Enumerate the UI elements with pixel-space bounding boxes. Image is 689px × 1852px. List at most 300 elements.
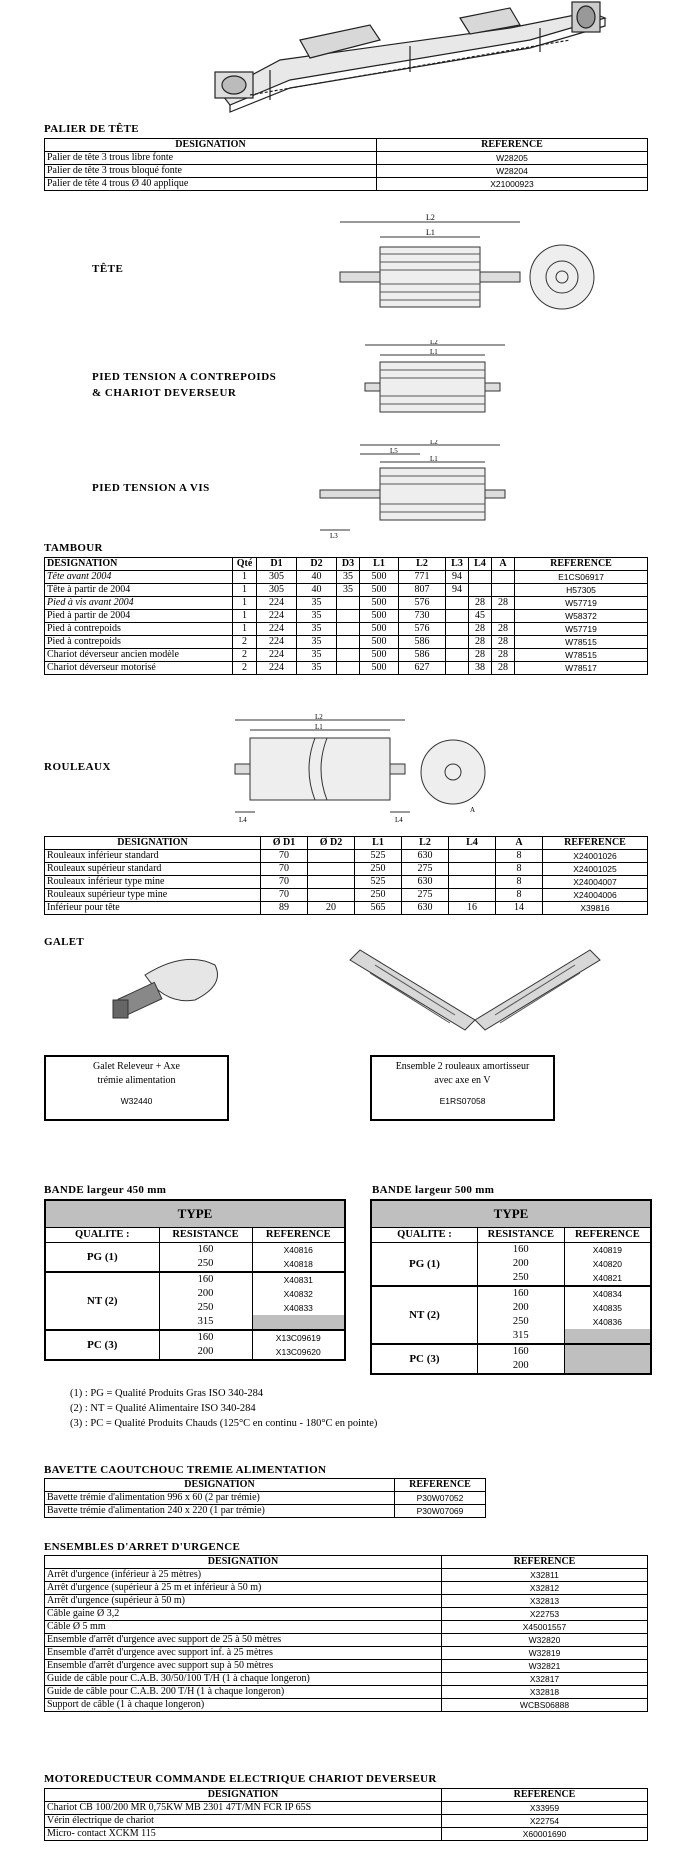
arret-title: ENSEMBLES D'ARRET D'URGENCE	[44, 1541, 241, 1553]
dim-l2: L2	[426, 213, 435, 222]
conveyor-illustration	[210, 0, 620, 115]
resistance-cell: 250	[159, 1257, 252, 1272]
table-row	[45, 662, 648, 675]
table-row	[45, 1634, 648, 1647]
tambour-cell: 35	[337, 584, 360, 597]
resistance-cell: 200	[159, 1287, 252, 1301]
tambour-cell: 576	[399, 597, 446, 610]
resistance-cell: 200	[477, 1257, 564, 1271]
tambour-header: REFERENCE	[515, 558, 648, 571]
table-row	[45, 1505, 486, 1518]
palier-table	[44, 138, 648, 191]
tambour-cell: 35	[297, 597, 337, 610]
qualite-cell: PC (3)	[45, 1330, 159, 1360]
rouleaux-cell: 630	[402, 902, 449, 915]
dim-a: A	[470, 806, 476, 814]
table-row	[45, 1647, 648, 1660]
table-row	[45, 571, 648, 584]
amortisseur-label-1: Ensemble 2 rouleaux amortisseur	[395, 1061, 530, 1072]
tambour-cell: 45	[469, 610, 492, 623]
tambour-cell: E1CS06917	[515, 571, 648, 584]
cell-designation: Palier de tête 4 trous Ø 40 applique	[45, 178, 377, 191]
bande500-table	[370, 1199, 652, 1375]
rouleaux-table	[44, 836, 648, 915]
tambour-cell: 28	[492, 623, 515, 636]
rouleaux-cell: 89	[261, 902, 308, 915]
reference-cell: X13C09619	[275, 1333, 321, 1343]
cell-reference: W32821	[442, 1660, 648, 1673]
rouleaux-cell: 70	[261, 889, 308, 902]
tambour-cell	[446, 649, 469, 662]
table-row	[45, 1492, 486, 1505]
tambour-cell	[337, 610, 360, 623]
drum-tete-drawing	[330, 212, 600, 322]
galet-releveur-box	[44, 1055, 229, 1121]
tambour-cell: Tête avant 2004	[45, 571, 233, 584]
tambour-cell: 500	[360, 597, 399, 610]
cell-reference: X21000923	[377, 178, 648, 191]
tambour-cell: Chariot déverseur motorisé	[45, 662, 233, 675]
tambour-cell: 1	[233, 610, 257, 623]
table-row	[371, 1243, 651, 1258]
table-row	[45, 623, 648, 636]
type-header: TYPE	[371, 1200, 651, 1228]
column-header: RESISTANCE	[159, 1228, 252, 1243]
table-row	[45, 165, 648, 178]
tambour-cell: 35	[297, 662, 337, 675]
note-pc: (3) : PC = Qualité Produits Chauds (125°C en continu - 180°C en pointe)	[70, 1418, 378, 1429]
moto-header-designation: DESIGNATION	[45, 1789, 442, 1802]
rouleaux-cell: 275	[402, 889, 449, 902]
dim-l1: L1	[315, 723, 323, 731]
reference-cell	[564, 1344, 651, 1359]
rouleaux-cell: 16	[449, 902, 496, 915]
tambour-cell: 2	[233, 649, 257, 662]
cell-designation: Ensemble d'arrêt d'urgence avec support inf. à 25 mètres	[45, 1647, 442, 1660]
rouleaux-cell	[308, 850, 355, 863]
galet-title: GALET	[44, 936, 85, 948]
tambour-header: A	[492, 558, 515, 571]
rouleaux-header: A	[496, 837, 543, 850]
galet-releveur-ref: W32440	[120, 1096, 153, 1106]
reference-cell: X40821	[564, 1271, 651, 1286]
tambour-cell: 627	[399, 662, 446, 675]
bande500-title: BANDE largeur 500 mm	[372, 1184, 495, 1196]
label-rouleaux: ROULEAUX	[44, 761, 111, 773]
tambour-cell: 1	[233, 571, 257, 584]
tambour-cell	[492, 610, 515, 623]
qualite-cell: PC (3)	[371, 1344, 477, 1374]
tambour-cell: 224	[257, 649, 297, 662]
reference-cell: X40834	[592, 1289, 622, 1299]
tambour-cell: 35	[297, 623, 337, 636]
dim-l4: L4	[239, 816, 247, 824]
rouleaux-header: L1	[355, 837, 402, 850]
tambour-cell: 35	[337, 571, 360, 584]
tambour-cell: 35	[297, 610, 337, 623]
rouleaux-header: DESIGNATION	[45, 837, 261, 850]
rouleaux-cell: 8	[496, 876, 543, 889]
tambour-cell: W78515	[515, 649, 648, 662]
resistance-cell: 315	[159, 1315, 252, 1330]
cell-reference: X32818	[442, 1686, 648, 1699]
table-row	[45, 1660, 648, 1673]
table-row	[45, 649, 648, 662]
rouleaux-cell	[308, 876, 355, 889]
rouleaux-cell: 525	[355, 876, 402, 889]
dim-l3: L3	[330, 532, 338, 540]
tambour-cell: 771	[399, 571, 446, 584]
cell-designation: Vérin électrique de chariot	[45, 1815, 442, 1828]
table-row	[45, 1815, 648, 1828]
note-nt: (2) : NT = Qualité Alimentaire ISO 340-284	[70, 1403, 256, 1414]
table-row	[45, 1330, 345, 1345]
tambour-cell: Pied à partir de 2004	[45, 610, 233, 623]
qualite-cell: NT (2)	[371, 1286, 477, 1344]
table-row	[45, 1569, 648, 1582]
reference-cell	[252, 1315, 345, 1330]
table-row	[45, 597, 648, 610]
resistance-cell: 315	[477, 1329, 564, 1344]
tambour-cell: 500	[360, 571, 399, 584]
tambour-cell: 500	[360, 623, 399, 636]
reference-cell: X40819	[592, 1245, 622, 1255]
tambour-cell: 305	[257, 584, 297, 597]
cell-reference: X22753	[442, 1608, 648, 1621]
rouleaux-cell: X24001026	[543, 850, 648, 863]
resistance-cell: 250	[477, 1271, 564, 1286]
tambour-cell: 28	[492, 636, 515, 649]
qualite-cell: NT (2)	[45, 1272, 159, 1330]
table-row	[45, 1595, 648, 1608]
resistance-cell: 160	[159, 1272, 252, 1287]
table-row	[371, 1344, 651, 1359]
table-row	[45, 902, 648, 915]
reference-cell: X40820	[592, 1259, 622, 1269]
tambour-header: L2	[399, 558, 446, 571]
tambour-cell: 576	[399, 623, 446, 636]
resistance-cell: 200	[477, 1359, 564, 1374]
bande450-title: BANDE largeur 450 mm	[44, 1184, 167, 1196]
tambour-cell: 2	[233, 636, 257, 649]
table-row	[45, 876, 648, 889]
type-row	[371, 1200, 651, 1228]
tambour-cell: 807	[399, 584, 446, 597]
tambour-header: D1	[257, 558, 297, 571]
dim-l2: L2	[430, 440, 438, 446]
tambour-cell: 35	[297, 636, 337, 649]
tambour-cell: Pied à vis avant 2004	[45, 597, 233, 610]
rouleaux-cell: 565	[355, 902, 402, 915]
resistance-cell: 160	[159, 1330, 252, 1345]
rouleaux-cell	[449, 850, 496, 863]
tambour-cell: W78515	[515, 636, 648, 649]
cell-reference: W28205	[377, 152, 648, 165]
cell-reference: X32817	[442, 1673, 648, 1686]
table-row	[45, 850, 648, 863]
bande450-table	[44, 1199, 346, 1361]
reference-cell: X40835	[592, 1303, 622, 1313]
column-header: RESISTANCE	[477, 1228, 564, 1243]
table-row	[45, 1272, 345, 1287]
tambour-cell: 2	[233, 662, 257, 675]
cell-reference: X32812	[442, 1582, 648, 1595]
tambour-cell: 305	[257, 571, 297, 584]
bavette-title: BAVETTE CAOUTCHOUC TREMIE ALIMENTATION	[44, 1464, 327, 1476]
table-row	[45, 863, 648, 876]
tambour-cell: H57305	[515, 584, 648, 597]
tambour-cell	[337, 649, 360, 662]
rouleaux-cell: 20	[308, 902, 355, 915]
column-header: QUALITE :	[45, 1228, 159, 1243]
rouleaux-cell: 14	[496, 902, 543, 915]
rouleaux-cell	[449, 863, 496, 876]
resistance-cell: 160	[159, 1243, 252, 1258]
rouleaux-amortisseur-image	[345, 945, 605, 1040]
tambour-cell: 28	[492, 662, 515, 675]
tambour-cell	[492, 571, 515, 584]
rouleaux-cell: 250	[355, 889, 402, 902]
table-row	[45, 178, 648, 191]
tambour-cell: Pied à contrepoids	[45, 623, 233, 636]
cell-designation: Chariot CB 100/200 MR 0,75KW MB 2301 47T/MN FCR IP 65S	[45, 1802, 442, 1815]
table-row	[45, 1686, 648, 1699]
tambour-cell: 28	[469, 636, 492, 649]
rouleaux-cell: Rouleaux supérieur standard	[45, 863, 261, 876]
table-row	[45, 584, 648, 597]
cell-reference: P30W07069	[395, 1505, 486, 1518]
tambour-cell: 500	[360, 636, 399, 649]
cell-designation: Bavette trémie d'alimentation 996 x 60 (2 par trémie)	[45, 1492, 395, 1505]
tambour-cell	[492, 584, 515, 597]
reference-cell: X40836	[592, 1317, 622, 1327]
tambour-table	[44, 557, 648, 675]
rouleaux-cell: Rouleaux supérieur type mine	[45, 889, 261, 902]
tambour-cell: 500	[360, 584, 399, 597]
rouleaux-cell: Inférieur pour tête	[45, 902, 261, 915]
cell-designation: Palier de tête 3 trous libre fonte	[45, 152, 377, 165]
moto-header-reference: REFERENCE	[442, 1789, 648, 1802]
rouleaux-header: REFERENCE	[543, 837, 648, 850]
cell-reference: X32813	[442, 1595, 648, 1608]
dim-l4: L4	[395, 816, 403, 824]
rouleaux-cell: X24004006	[543, 889, 648, 902]
roller-drawing	[215, 712, 495, 824]
cell-reference: W28204	[377, 165, 648, 178]
tambour-cell: Chariot déverseur ancien modèle	[45, 649, 233, 662]
reference-cell: X40832	[283, 1289, 313, 1299]
tambour-cell: 38	[469, 662, 492, 675]
bavette-header-reference: REFERENCE	[395, 1479, 486, 1492]
tambour-cell: 28	[492, 597, 515, 610]
amortisseur-ref: E1RS07058	[439, 1096, 486, 1106]
rouleaux-cell: X24001025	[543, 863, 648, 876]
palier-title: PALIER DE TÊTE	[44, 123, 139, 135]
tambour-cell: 224	[257, 636, 297, 649]
reference-cell: X40818	[252, 1257, 345, 1272]
tambour-cell: 500	[360, 610, 399, 623]
resistance-cell: 200	[477, 1301, 564, 1315]
cell-reference: X60001690	[442, 1828, 648, 1841]
reference-cell: X40831	[283, 1275, 313, 1285]
column-header: REFERENCE	[252, 1228, 345, 1243]
table-row	[45, 1828, 648, 1841]
rouleaux-cell: 630	[402, 850, 449, 863]
cell-designation: Ensemble d'arrêt d'urgence avec support de 25 à 50 mètres	[45, 1634, 442, 1647]
tambour-cell: 586	[399, 649, 446, 662]
tambour-cell: 224	[257, 597, 297, 610]
rouleaux-cell	[308, 889, 355, 902]
cell-reference: X32811	[442, 1569, 648, 1582]
tambour-cell: 1	[233, 584, 257, 597]
cell-designation: Palier de tête 3 trous bloqué fonte	[45, 165, 377, 178]
tambour-header: D3	[337, 558, 360, 571]
column-header: QUALITE :	[371, 1228, 477, 1243]
tambour-cell: 28	[469, 623, 492, 636]
table-row	[371, 1286, 651, 1301]
tambour-cell	[337, 623, 360, 636]
cell-designation: Guide de câble pour C.A.B. 30/50/100 T/H (1 à chaque longeron)	[45, 1673, 442, 1686]
reference-cell	[564, 1329, 651, 1344]
resistance-cell: 250	[159, 1301, 252, 1315]
cell-designation: Câble Ø 5 mm	[45, 1621, 442, 1634]
rouleaux-cell: 70	[261, 850, 308, 863]
tambour-cell: 94	[446, 571, 469, 584]
tambour-cell	[446, 597, 469, 610]
cell-reference: WCBS06888	[442, 1699, 648, 1712]
tambour-cell: 28	[469, 597, 492, 610]
rouleaux-cell: 70	[261, 876, 308, 889]
cell-reference: W32820	[442, 1634, 648, 1647]
rouleaux-cell: X39816	[543, 902, 648, 915]
cell-reference: X22754	[442, 1815, 648, 1828]
rouleaux-header: L2	[402, 837, 449, 850]
cell-reference: X45001557	[442, 1621, 648, 1634]
tambour-header: L1	[360, 558, 399, 571]
tambour-cell: 28	[469, 649, 492, 662]
palier-header-designation: DESIGNATION	[45, 139, 377, 152]
galet-releveur-image	[105, 945, 235, 1030]
resistance-cell: 250	[477, 1315, 564, 1329]
arret-header-reference: REFERENCE	[442, 1556, 648, 1569]
cell-designation: Câble gaine Ø 3,2	[45, 1608, 442, 1621]
tambour-cell	[337, 636, 360, 649]
moto-table	[44, 1788, 648, 1841]
tambour-cell: W57719	[515, 597, 648, 610]
bande-grid	[44, 1199, 346, 1361]
tambour-cell: 94	[446, 584, 469, 597]
cell-designation: Guide de câble pour C.A.B. 200 T/H (1 à chaque longeron)	[45, 1686, 442, 1699]
dim-l5: L5	[390, 447, 398, 455]
tambour-cell: 224	[257, 610, 297, 623]
label-pied-contrepoids-1: PIED TENSION A CONTREPOIDS	[92, 371, 277, 383]
cell-designation: Support de câble (1 à chaque longeron)	[45, 1699, 442, 1712]
tambour-cell: W78517	[515, 662, 648, 675]
tambour-cell	[337, 597, 360, 610]
bavette-table	[44, 1478, 486, 1518]
tambour-cell: 586	[399, 636, 446, 649]
tambour-header: L4	[469, 558, 492, 571]
palier-header-reference: REFERENCE	[377, 139, 648, 152]
tambour-cell: 35	[297, 649, 337, 662]
table-row	[45, 1699, 648, 1712]
table-row	[45, 610, 648, 623]
rouleaux-cell: 70	[261, 863, 308, 876]
dim-l2: L2	[430, 340, 438, 346]
drum-contrepoids-drawing	[355, 340, 525, 420]
type-row	[45, 1200, 345, 1228]
tambour-cell	[446, 610, 469, 623]
dim-l1: L1	[430, 348, 438, 356]
galet-releveur-label-1: Galet Releveur + Axe	[93, 1061, 180, 1072]
rouleaux-cell	[449, 889, 496, 902]
tambour-header: Qté	[233, 558, 257, 571]
reference-cell: X40833	[283, 1303, 313, 1313]
rouleaux-cell: 8	[496, 850, 543, 863]
tambour-cell: 1	[233, 597, 257, 610]
label-pied-contrepoids-2: & CHARIOT DEVERSEUR	[92, 387, 237, 399]
qualite-cell: PG (1)	[45, 1243, 159, 1273]
table-row	[45, 636, 648, 649]
tambour-cell	[469, 584, 492, 597]
rouleaux-cell: X24004007	[543, 876, 648, 889]
cell-reference: X33959	[442, 1802, 648, 1815]
tambour-header: DESIGNATION	[45, 558, 233, 571]
dim-l1: L1	[426, 228, 435, 237]
tambour-cell	[446, 636, 469, 649]
table-row	[45, 889, 648, 902]
cell-designation: Arrêt d'urgence (inférieur à 25 mètres)	[45, 1569, 442, 1582]
arret-table	[44, 1555, 648, 1712]
rouleaux-header: Ø D2	[308, 837, 355, 850]
table-row	[45, 1802, 648, 1815]
bavette-header-designation: DESIGNATION	[45, 1479, 395, 1492]
table-row	[45, 152, 648, 165]
tambour-cell	[469, 571, 492, 584]
rouleaux-cell	[308, 863, 355, 876]
dim-l1: L1	[430, 455, 438, 463]
reference-cell: X40816	[283, 1245, 313, 1255]
label-tete: TÊTE	[92, 263, 124, 275]
table-row	[45, 1621, 648, 1634]
cell-designation: Ensemble d'arrêt d'urgence avec support sup à 50 mètres	[45, 1660, 442, 1673]
tambour-cell: 224	[257, 662, 297, 675]
type-header: TYPE	[45, 1200, 345, 1228]
tambour-cell: 500	[360, 649, 399, 662]
arret-header-designation: DESIGNATION	[45, 1556, 442, 1569]
cell-designation: Bavette trémie d'alimentation 240 x 220 (1 par trémie)	[45, 1505, 395, 1518]
bande-grid	[370, 1199, 652, 1375]
rouleaux-header: L4	[449, 837, 496, 850]
moto-title: MOTOREDUCTEUR COMMANDE ELECTRIQUE CHARIOT DEVERSEUR	[44, 1773, 437, 1785]
rouleaux-cell: 8	[496, 889, 543, 902]
tambour-cell	[337, 662, 360, 675]
notes	[70, 1386, 377, 1431]
cell-designation: Arrêt d'urgence (supérieur à 25 m et inférieur à 50 m)	[45, 1582, 442, 1595]
tambour-cell: 730	[399, 610, 446, 623]
tambour-cell: W58372	[515, 610, 648, 623]
note-pg: (1) : PG = Qualité Produits Gras ISO 340-284	[70, 1388, 264, 1399]
tambour-cell: 40	[297, 584, 337, 597]
amortisseur-label-2: avec axe en V	[434, 1075, 491, 1086]
tambour-title: TAMBOUR	[44, 542, 103, 554]
amortisseur-box	[370, 1055, 555, 1121]
resistance-cell: 200	[159, 1345, 252, 1360]
label-pied-vis: PIED TENSION A VIS	[92, 482, 210, 494]
tambour-cell: Pied à contrepoids	[45, 636, 233, 649]
header-row	[371, 1228, 651, 1243]
tambour-cell: W57719	[515, 623, 648, 636]
